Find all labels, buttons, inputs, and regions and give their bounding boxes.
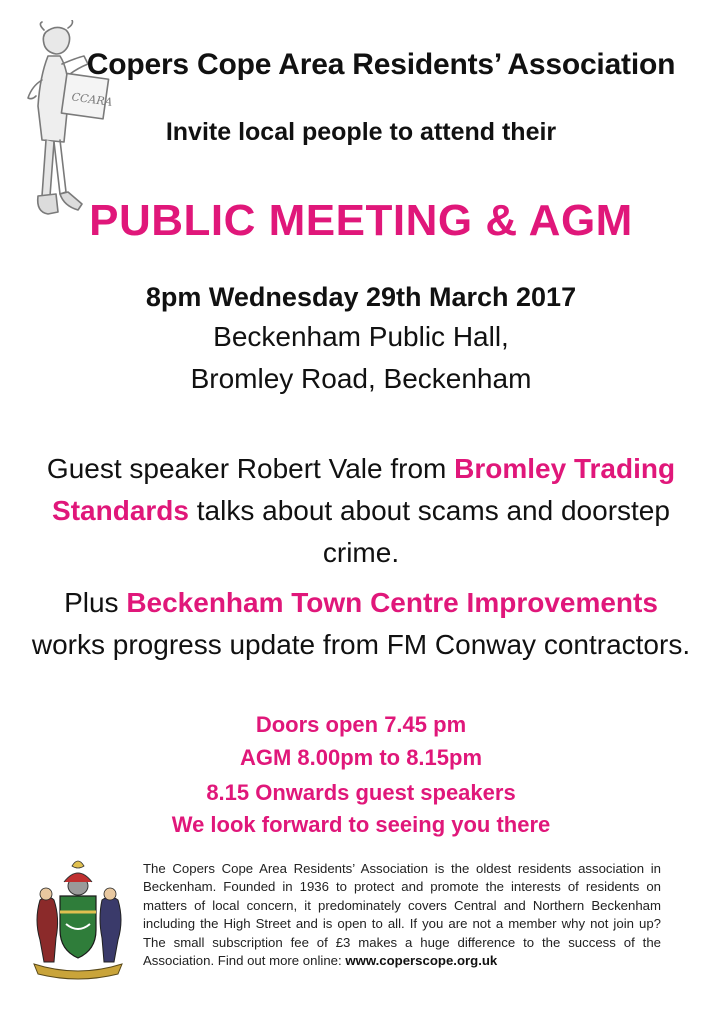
- mascot-sign-text: CCARA: [70, 90, 114, 109]
- update-lead: Plus: [64, 587, 127, 618]
- association-about: [143, 860, 661, 970]
- beckenham-crest-icon: [28, 852, 128, 982]
- schedule-agm: AGM 8.00pm to 8.15pm: [239, 745, 483, 770]
- meeting-headline: PUBLIC MEETING & AGM: [89, 196, 633, 245]
- speaker-lead: Guest speaker Robert Vale from: [46, 453, 455, 484]
- update-rest: works progress update from FM Conway contractors.: [31, 629, 691, 660]
- venue-line-2: Bromley Road, Beckenham: [190, 363, 532, 394]
- website-link[interactable]: www.coperscope.org.uk: [345, 953, 498, 969]
- invite-line: Invite local people to attend their: [165, 118, 557, 146]
- venue-line-1: Beckenham Public Hall,: [213, 321, 509, 352]
- about-text: The Copers Cope Area Residents’ Association is the oldest residents association in Beckenham. Founded in 1936 to protect and promote the interests of residents on matters of local concern, it predominately covers Central and Northern Beckenham including the High Street and is open to all. If you are not a member why not join up? The small subscription fee of £3 makes a huge difference to the success of the Association. Find out more online:: [143, 861, 661, 969]
- event-datetime: 8pm Wednesday 29th March 2017: [145, 282, 577, 312]
- schedule-closing: We look forward to seeing you there: [171, 812, 551, 837]
- town-centre-paragraph: [30, 582, 692, 666]
- association-title: Copers Cope Area Residents’ Association: [86, 48, 676, 81]
- guest-speaker-paragraph: [40, 448, 682, 574]
- speaker-org: Bromley Trading Standards: [52, 453, 676, 526]
- speaker-rest: talks about about scams and doorstep crime.: [188, 495, 670, 568]
- schedule-speakers: 8.15 Onwards guest speakers: [206, 780, 516, 805]
- schedule-doors: Doors open 7.45 pm: [255, 712, 467, 737]
- update-project: Beckenham Town Centre Improvements: [126, 587, 658, 618]
